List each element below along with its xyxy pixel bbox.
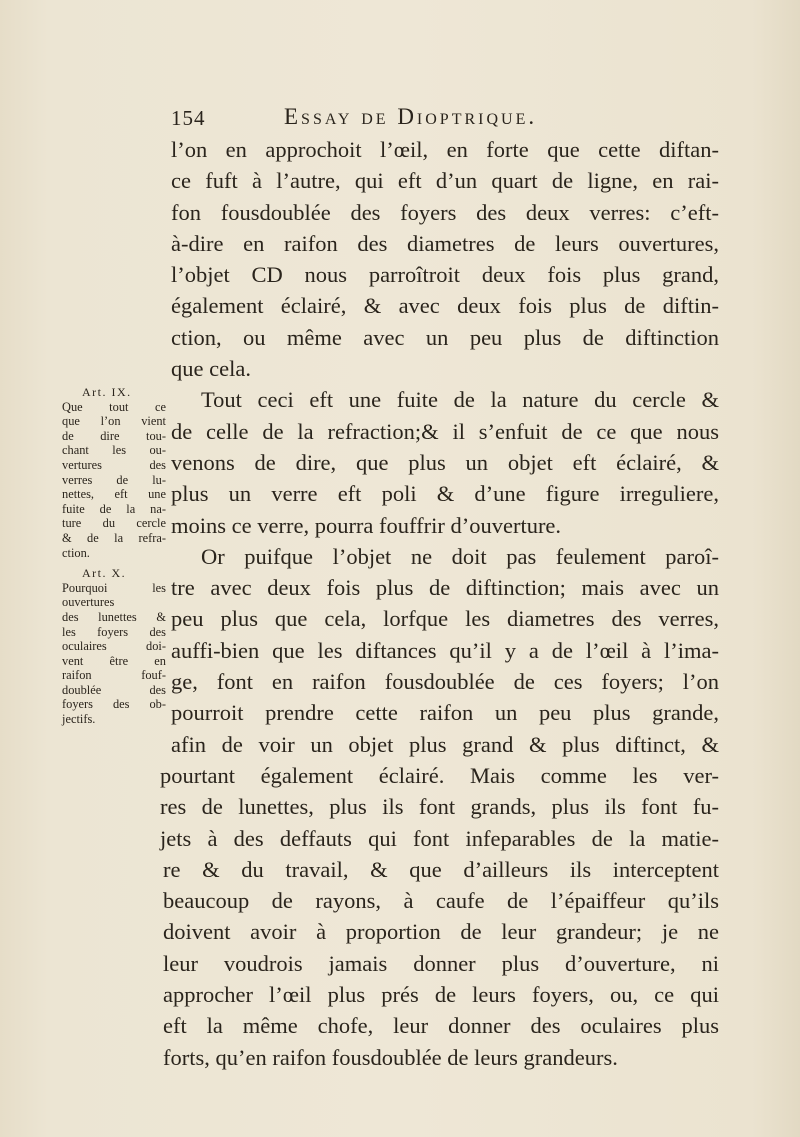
margin-note-line: jectifs. — [62, 712, 96, 727]
text-line: beaucoup de rayons, à caufe de l’épaiffeur qu’ils — [163, 888, 719, 914]
margin-note-line: de dire tou- — [62, 428, 166, 443]
margin-note-line: des lunettes & — [62, 609, 166, 624]
text-line: ction, ou même avec un peu plus de diftinction — [171, 324, 719, 350]
text-line: venons de dire, que plus un objet eft éclairé, & — [171, 449, 719, 475]
margin-note-line: verres de lu- — [62, 472, 166, 487]
running-title: Essay de Dioptrique. — [284, 104, 538, 129]
text-line: pourtant également éclairé. Mais comme les ver- — [160, 762, 719, 788]
text-line: plus un verre eft poli & d’une figure irreguliere, — [171, 481, 719, 507]
text-line: l’on en approchoit l’œil, en forte que cette diftan- — [171, 137, 719, 162]
text-line: que cela. — [171, 356, 251, 382]
text-line: afin de voir un objet plus grand & plus diftinct, & — [171, 731, 719, 757]
page-number: 154 — [171, 106, 206, 130]
margin-note-line: que l’on vient — [62, 414, 166, 429]
margin-note-line: fuite de la na- — [62, 501, 166, 516]
text-line: ge, font en raifon fousdoublée de ces foyers; l’on — [171, 669, 719, 695]
margin-note-line: vertures des — [62, 457, 166, 472]
margin-note-heading: Art. IX. — [82, 385, 132, 399]
text-line: pourroit prendre cette raifon un peu plus grande, — [171, 700, 719, 726]
margin-note-line: raifon fouf- — [62, 668, 166, 683]
text-line: moins ce verre, pourra fouffrir d’ouverture. — [171, 512, 562, 538]
page-header — [171, 104, 716, 134]
margin-notes — [62, 385, 166, 727]
text-line: Or puifque l’objet ne doit pas feulement paroî- — [201, 543, 719, 569]
margin-note-heading: Art. X. — [82, 566, 127, 581]
text-line: ce fuft à l’autre, qui eft d’un quart de ligne, en rai- — [171, 168, 719, 194]
text-line: de celle de la refraction;& il s’enfuit de ce que nous — [171, 418, 719, 444]
margin-note-line: nettes, eft une — [62, 487, 166, 502]
margin-note-line: les foyers des — [62, 624, 166, 639]
text-line: tre avec deux fois plus de diftinction; mais avec un — [171, 575, 719, 601]
text-line: à-dire en raifon des diametres de leurs ouvertures, — [171, 230, 719, 256]
text-line: jets à des deffauts qui font infeparables de la matie- — [160, 825, 719, 851]
margin-note-line: foyers des ob- — [62, 697, 166, 712]
text-line: doivent avoir à proportion de leur grandeur; je ne — [163, 919, 719, 945]
margin-note-line: vent être en — [62, 653, 166, 668]
text-line: re & du travail, & que d’ailleurs ils interceptent — [163, 856, 719, 882]
text-line: fon fousdoublée des foyers des deux verres: c’eft- — [171, 199, 719, 225]
margin-note-line: oculaires doi- — [62, 639, 166, 654]
text-line: res de lunettes, plus ils font grands, plus ils font fu- — [160, 794, 719, 820]
text-line: leur voudrois jamais donner plus d’ouverture, ni — [163, 950, 719, 976]
margin-note-line: doublée des — [62, 682, 166, 697]
margin-note-line: ouvertures — [62, 595, 115, 610]
text-line: eft la même chofe, leur donner des oculaires plus — [163, 1013, 719, 1039]
margin-note-line: ture du cercle — [62, 516, 166, 531]
margin-note-line: Pourquoi les — [62, 580, 166, 595]
margin-note-line: Que tout ce — [62, 399, 166, 414]
text-line: auffi-bien que les diftances qu’il y a de l’œil à l’ima- — [171, 637, 719, 663]
text-line: Tout ceci eft une fuite de la nature du cercle & — [201, 387, 719, 413]
text-line: approcher l’œil plus prés de leurs foyers, ou, ce qui — [163, 982, 719, 1008]
margin-note-line: ction. — [62, 545, 90, 560]
text-line: forts, qu’en raifon fousdoublée de leurs grandeurs. — [163, 1044, 618, 1070]
margin-note-line: & de la refra- — [62, 530, 166, 545]
text-line: également éclairé, & avec deux fois plus de diftin- — [171, 293, 719, 319]
margin-note-line: chant les ou- — [62, 443, 166, 458]
text-line: l’objet CD nous parroîtroit deux fois plus grand, — [171, 262, 719, 288]
main-text — [160, 134, 719, 1073]
text-line: peu plus que cela, lorfque les diametres des verres, — [171, 606, 719, 632]
